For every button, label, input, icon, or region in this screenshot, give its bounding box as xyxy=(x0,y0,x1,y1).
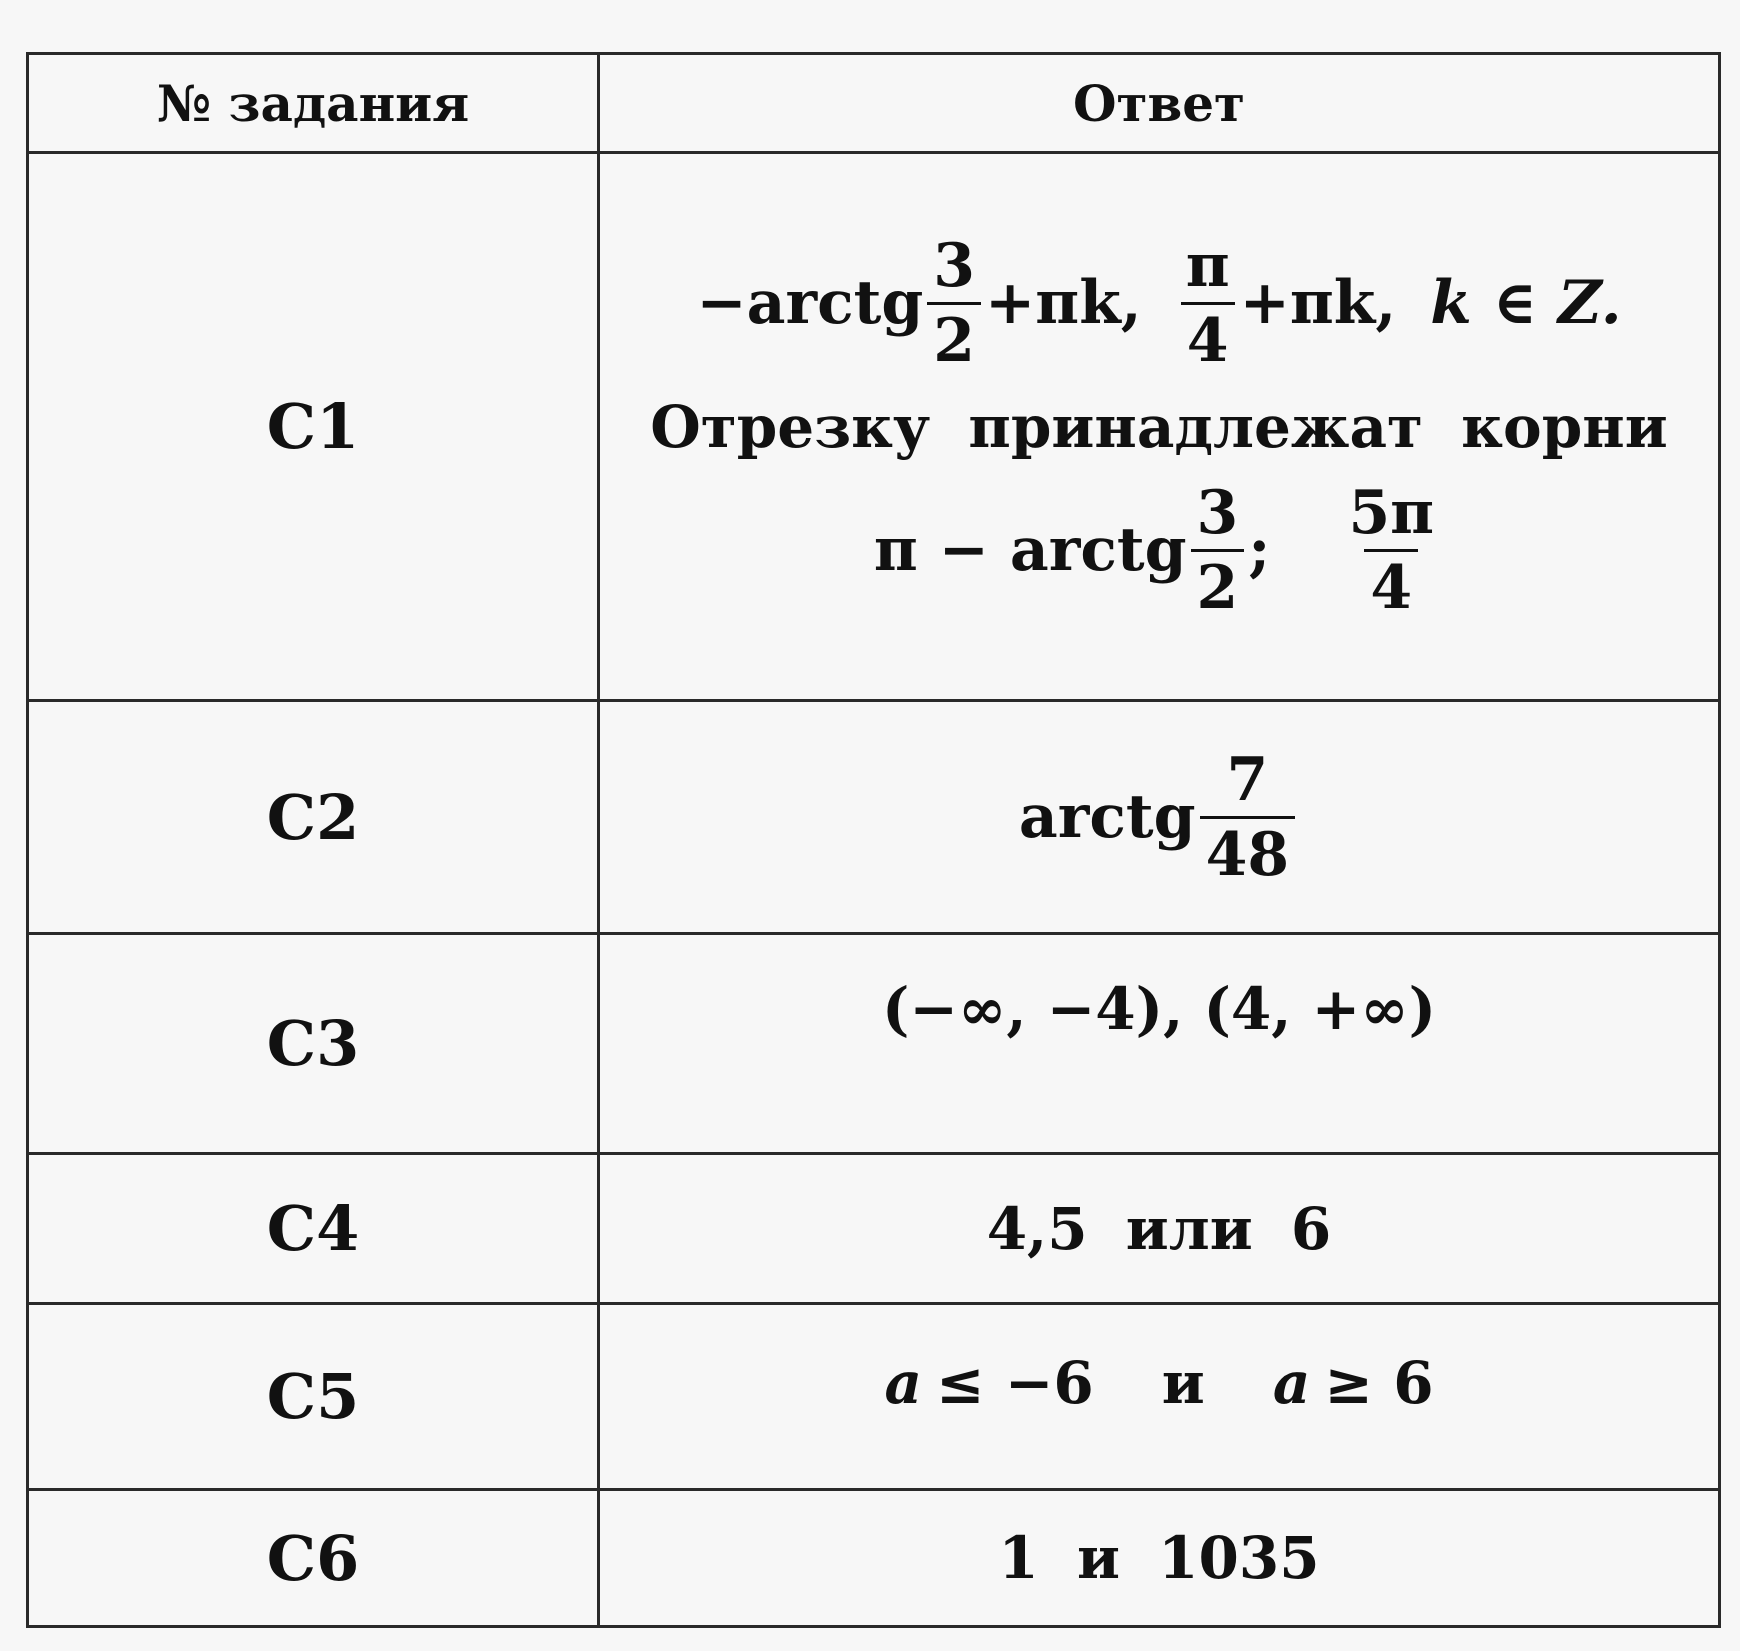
c5-relation-1: ≤ −6 xyxy=(936,1348,1094,1417)
c2-answer xyxy=(600,744,1718,890)
c1-domain: k ∈ Z. xyxy=(1430,268,1622,338)
answer-cell xyxy=(599,153,1720,701)
fraction-denominator: 4 xyxy=(1364,549,1418,618)
answer-header: Ответ xyxy=(599,54,1720,153)
table-row xyxy=(28,1490,1720,1627)
c2-prefix: arctg xyxy=(1018,782,1196,852)
answer-cell xyxy=(599,701,1720,934)
fraction-numerator: π xyxy=(1185,230,1230,301)
c1-general-solution xyxy=(600,230,1718,376)
task-id-cell: C2 xyxy=(28,701,599,934)
table-row xyxy=(28,153,1720,701)
fraction-denominator: 4 xyxy=(1181,302,1235,371)
task-id-cell: C3 xyxy=(28,934,599,1154)
task-id-cell: C6 xyxy=(28,1490,599,1627)
c1-prefix: −arctg xyxy=(696,268,924,338)
answer-cell: 4,5 или 6 xyxy=(599,1154,1720,1304)
fraction-denominator: 2 xyxy=(1191,549,1245,618)
table-row xyxy=(28,1304,1720,1490)
table-row xyxy=(28,701,1720,934)
c1-root-fraction-1 xyxy=(1191,477,1245,623)
c1-roots xyxy=(600,477,1718,623)
task-id-cell: C1 xyxy=(28,153,599,701)
c5-conjunction: и xyxy=(1161,1348,1205,1417)
c2-fraction xyxy=(1200,744,1296,890)
c1-root-fraction-2 xyxy=(1342,477,1440,623)
answer-cell: 1 и 1035 xyxy=(599,1490,1720,1627)
task-id-cell: C4 xyxy=(28,1154,599,1304)
fraction-numerator: 3 xyxy=(1196,477,1239,548)
fraction-numerator: 3 xyxy=(933,230,976,301)
answers-table xyxy=(26,52,1721,1628)
c1-fraction-1 xyxy=(927,230,981,376)
task-number-header: № задания xyxy=(28,54,599,153)
fraction-numerator: 7 xyxy=(1226,744,1269,815)
c1-root-prefix: π − arctg xyxy=(873,515,1187,585)
c1-fraction-2 xyxy=(1180,230,1236,376)
c1-term-2: +πk, xyxy=(985,268,1142,338)
c1-term-3: +πk, xyxy=(1239,268,1397,338)
fraction-denominator: 48 xyxy=(1200,816,1296,885)
fraction-numerator: 5π xyxy=(1348,477,1435,548)
fraction-denominator: 2 xyxy=(927,302,981,371)
c5-variable-2: a xyxy=(1272,1348,1311,1417)
c5-variable-1: a xyxy=(884,1348,923,1417)
c1-root-separator: ; xyxy=(1248,515,1271,585)
table-row xyxy=(28,1154,1720,1304)
answer-cell xyxy=(599,1304,1720,1490)
c5-answer xyxy=(600,1349,1718,1417)
c1-roots-caption: Отрезку принадлежат корни xyxy=(650,392,1668,461)
task-id-cell: C5 xyxy=(28,1304,599,1490)
answer-cell: (−∞, −4), (4, +∞) xyxy=(599,934,1720,1154)
c5-relation-2: ≥ 6 xyxy=(1324,1348,1434,1417)
table-row xyxy=(28,934,1720,1154)
table-header-row xyxy=(28,54,1720,153)
